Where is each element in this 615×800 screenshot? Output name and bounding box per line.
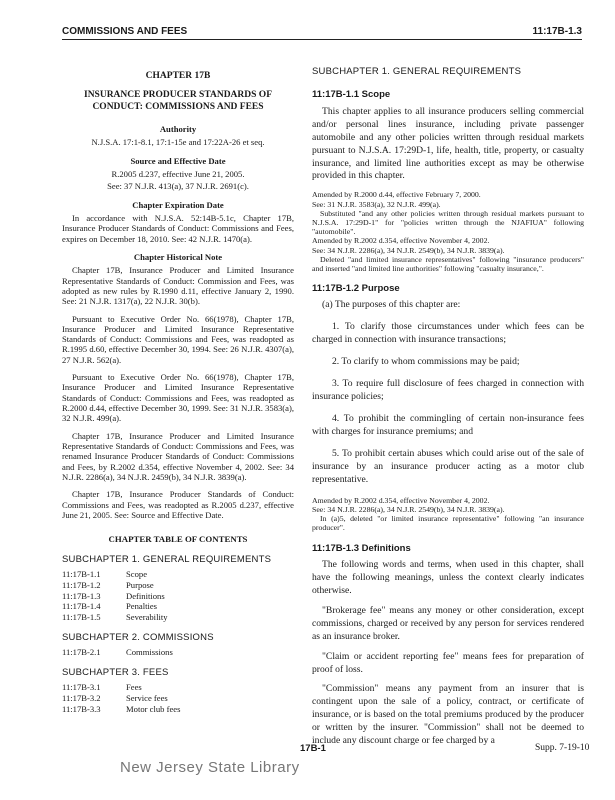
purpose-item: 4. To prohibit the commingling of certain non-insurance fees with charges for insurance premiums; and (312, 413, 584, 438)
toc-entry[interactable] (62, 569, 294, 580)
purpose-item: 5. To prohibit certain abuses which could arise out of the sale of insurance by an insurance producer acting as a motor club representative. (312, 447, 584, 485)
toc-entry-title: Scope (126, 569, 148, 580)
toc-entry[interactable] (62, 601, 294, 612)
supplement-date: Supp. 7-19-10 (535, 743, 590, 753)
toc-entry-number: 11:17B-3.1 (62, 682, 101, 693)
toc-entry-number: 11:17B-1.3 (62, 590, 101, 601)
history-line: See: 31 N.J.R. 3583(a), 32 N.J.R. 499(a). (312, 199, 441, 209)
section-body: This chapter applies to all insurance producers selling commercial and/or personal lines insurance, including private passenger automobile and any other policies written through residual markets pursuant to N.J.S.A. 17:29D-1, life, health, title, property, or casualty insurance, and limited line authorities except as may be otherwise provided in this chapter. (312, 105, 584, 182)
toc-entry-title: Motor club fees (126, 703, 181, 714)
running-header-title: COMMISSIONS AND FEES (62, 26, 188, 37)
toc-entry[interactable] (62, 591, 294, 602)
history-paragraph: Pursuant to Executive Order No. 66(1978), Chapter 17B, Insurance Producer and Limited Insurance Representative Standards of Conduct: Commissions and Fees, was readopted as R.2000 d.44, effective December 30, 1999. See: 31 N.J.R. 3583(a), 32 N.J.R. 499(a). (62, 372, 294, 424)
history-line: See: 34 N.J.R. 2286(a), 34 N.J.R. 2549(b), 34 N.J.R. 3839(a). (312, 504, 505, 514)
authority-heading: Authority (159, 124, 197, 135)
source-heading: Source and Effective Date (130, 155, 226, 166)
subchapter-heading: SUBCHAPTER 1. GENERAL REQUIREMENTS (312, 66, 522, 77)
toc-subchapter (62, 667, 294, 715)
expiration-heading: Chapter Expiration Date (132, 199, 224, 210)
toc-entry-title: Purpose (126, 579, 154, 590)
history-line: See: 34 N.J.R. 2286(a), 34 N.J.R. 2549(b), 34 N.J.R. 3839(a). (312, 245, 505, 255)
toc-entry-number: 11:17B-1.2 (62, 579, 101, 590)
chapter-subtitle-line: INSURANCE PRODUCER STANDARDS OF (84, 90, 272, 101)
history-heading: Chapter Historical Note (133, 251, 223, 262)
toc-entry-title: Penalties (126, 601, 158, 612)
chapter-subtitle (62, 90, 294, 114)
toc-entry-title: Severability (126, 612, 168, 623)
expiration-text: In accordance with N.J.S.A. 52:14B-5.1c, Chapter 17B, Insurance Producer Standards of Conduct: Commissions and Fees, expires on December 18, 2010. See: 42 N.J.R. 1470(a). (62, 213, 294, 244)
toc-entry-number: 11:17B-3.3 (62, 703, 101, 714)
toc-title: CHAPTER TABLE OF CONTENTS (108, 534, 248, 545)
definition-paragraph: "Claim or accident reporting fee" means fees for preparation of proof of loss. (312, 650, 584, 675)
toc-entry-number: 11:17B-1.4 (62, 601, 101, 612)
toc-entry[interactable] (62, 704, 294, 715)
purpose-item: 1. To clarify those circumstances under which fees can be charged in connection with insurance transactions; (312, 321, 584, 346)
history-line: In (a)5, deleted "or limited insurance representative" following "an insurance producer". (312, 514, 584, 533)
history-line: Amended by R.2002 d.354, effective November 4, 2002. (312, 236, 490, 246)
section-title-definitions: 11:17B-1.3 Definitions (312, 542, 411, 554)
history-paragraph: Pursuant to Executive Order No. 66(1978), Chapter 17B, Insurance Producer and Limited Insurance Representative Standards of Conduct: Commissions and Fees, was readopted as R.1995 d.60, effective December 30, 1994. See: 26 N.J.R. 4307(a), 27 N.J.R. 562(a). (62, 313, 294, 365)
history-paragraph: Chapter 17B, Insurance Producer Standards of Conduct: Commissions and Fees, was readopted as R.2005 d.237, effective June 21, 2005. See: Source and Effective Date. (62, 489, 294, 520)
toc-entry-number: 11:17B-1.1 (62, 569, 101, 580)
section-lead: (a) The purposes of this chapter are: (322, 299, 461, 311)
library-watermark: New Jersey State Library (120, 759, 300, 776)
purpose-item: 3. To require full disclosure of fees charged in connection with insurance policies; (312, 378, 584, 403)
toc-subchapter-heading: SUBCHAPTER 2. COMMISSIONS (62, 631, 214, 643)
authority-text: N.J.S.A. 17:1-8.1, 17:1-15e and 17:22A-26 et seq. (91, 137, 265, 148)
history-paragraph: Chapter 17B, Insurance Producer and Limited Insurance Representative Standards of Conduct: Commission and Fees, was adopted as new rules by R.1990 d.11, effective January 2, 1990. See: 21 N.J.R. 1317(a), 22 N.J.R. 30(b). (62, 265, 294, 307)
toc-subchapter-heading: SUBCHAPTER 3. FEES (62, 666, 169, 678)
toc-entry-title: Commissions (126, 647, 173, 658)
chapter-subtitle-line: CONDUCT: COMMISSIONS AND FEES (92, 102, 264, 113)
section-title-purpose: 11:17B-1.2 Purpose (312, 283, 400, 295)
chapter-title: CHAPTER 17B (145, 71, 211, 81)
history-line: Amended by R.2002 d.354, effective November 4, 2002. (312, 495, 490, 505)
definition-paragraph: The following words and terms, when used in this chapter, shall have the following meanings, unless the context clearly indicates otherwise. (312, 558, 584, 596)
right-column (312, 58, 584, 755)
section-title-scope: 11:17B-1.1 Scope (312, 89, 391, 101)
toc-entry-title: Fees (126, 682, 142, 693)
toc-entry[interactable] (62, 580, 294, 591)
toc-entry[interactable] (62, 647, 294, 658)
toc-entry[interactable] (62, 612, 294, 623)
history-line: Deleted "and limited insurance representatives" following "insurance producers" and inserted "and limited line authorities" following "casualty insurance,". (312, 254, 584, 273)
toc-entry-title: Service fees (126, 693, 168, 703)
running-header (62, 23, 582, 40)
toc-subchapter (62, 554, 294, 623)
toc-entry-number: 11:17B-3.2 (62, 693, 101, 703)
toc-subchapter-heading: SUBCHAPTER 1. GENERAL REQUIREMENTS (62, 553, 272, 565)
history-line: Amended by R.2000 d.44, effective February 7, 2000. (312, 190, 481, 200)
history-paragraph: Chapter 17B, Insurance Producer and Limited Insurance Representative Standards of Conduct: Commissions and Fees, was renamed Insurance Producer Standards of Conduct: Commissions and Fees, by R.2002 d.354, effective November 4, 2002. See: 34 N.J.R. 2286(a), 34 N.J.R. 2459(b), 34 N.J.R. 3839(a). (62, 430, 294, 482)
source-text: See: 37 N.J.R. 413(a), 37 N.J.R. 2691(c). (107, 181, 249, 192)
left-column (62, 58, 294, 714)
definition-paragraph: "Brokerage fee" means any money or other consideration, except commissions, charged or received by any person for services rendered as an insurance broker. (312, 604, 584, 642)
toc-entry-title: Definitions (126, 590, 165, 601)
toc-entry-number: 11:17B-1.5 (62, 612, 101, 623)
toc-entry[interactable] (62, 682, 294, 693)
purpose-item: 2. To clarify to whom commissions may be paid; (332, 356, 520, 368)
history-line: Substituted "and any other policies written through residual markets pursuant to N.J.S.A. 17:29D-1" for "policies written through the NJAFIUA" following "automobile". (312, 208, 584, 237)
section-history-note (312, 190, 584, 273)
page-number: 17B-1 (300, 743, 326, 754)
running-header-section: 11:17B-1.3 (532, 26, 582, 37)
toc-entry[interactable] (62, 693, 294, 704)
section-history-note (312, 496, 584, 533)
toc-subchapter (62, 632, 294, 658)
definition-paragraph: "Commission" means any payment from an insurer that is contingent upon the sale of a policy, contract, or certificate of insurance, or is based on the total premiums produced by the producer or written by the insurer. "Commission" shall not be deemed to include any discount charge or fee charged by a (312, 683, 584, 747)
source-text: R.2005 d.237, effective June 21, 2005. (111, 169, 245, 180)
toc-entry-number: 11:17B-2.1 (62, 647, 101, 658)
